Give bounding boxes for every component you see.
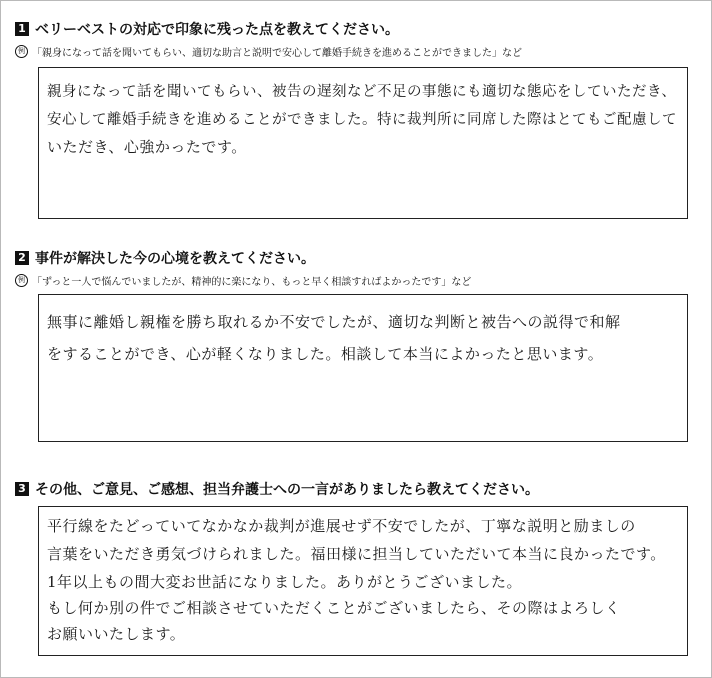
answer-2-line: 無事に離婚し親権を勝ち取れるか不安でしたが、適切な判断と被告への説得で和解 bbox=[47, 313, 621, 331]
answer-3-line: お願いいたします。 bbox=[47, 625, 186, 643]
answer-1-line: 安心して離婚手続きを進めることができました。特に裁判所に同席した際はとてもご配慮して bbox=[47, 112, 677, 128]
question-3-heading bbox=[15, 479, 539, 499]
question-number-badge: 1 bbox=[15, 22, 29, 36]
question-1-heading bbox=[15, 19, 399, 39]
question-2-example-text: 「ずっと一人で悩んでいましたが、精神的に楽になり、もっと早く相談すればよかったです」など bbox=[32, 277, 472, 288]
answer-box-3 bbox=[38, 506, 688, 656]
answer-box-2 bbox=[38, 294, 688, 442]
question-2-heading bbox=[15, 248, 315, 268]
question-number-badge: 2 bbox=[15, 251, 29, 265]
answer-1-line: いただき、心強かったです。 bbox=[47, 138, 247, 156]
answer-1-line: 親身になって話を聞いてもらい、被告の遅刻など不足の事態にも適切な態応をしていただき、 bbox=[47, 84, 677, 100]
question-3-title: その他、ご意見、ご感想、担当弁護士への一言がありましたら教えてください。 bbox=[35, 482, 539, 498]
example-mark: 例 bbox=[15, 45, 28, 58]
question-number-badge: 3 bbox=[15, 482, 29, 496]
question-1-example-text: 「親身になって話を聞いてもらい、適切な助言と説明で安心して離婚手続きを進めることができました」など bbox=[32, 48, 522, 59]
answer-box-1 bbox=[38, 67, 688, 219]
answer-3-line: 平行線をたどっていてなかなか裁判が進展せず不安でしたが、丁寧な説明と励ましの bbox=[47, 517, 636, 535]
question-1-title: ベリーベストの対応で印象に残った点を教えてください。 bbox=[35, 22, 399, 38]
question-1-example bbox=[15, 44, 522, 59]
answer-2-line: をすることができ、心が軽くなりました。相談して本当によかったと思います。 bbox=[47, 345, 604, 363]
answer-3-line: 1年以上もの間大変お世話になりました。ありがとうございました。 bbox=[47, 573, 523, 591]
question-2-example bbox=[15, 273, 471, 288]
example-mark: 例 bbox=[15, 274, 28, 287]
question-2-title: 事件が解決した今の心境を教えてください。 bbox=[35, 251, 315, 267]
answer-3-line: もし何か別の件でご相談させていただくことがございましたら、その際はよろしく bbox=[47, 599, 621, 617]
answer-3-line: 言葉をいただき勇気づけられました。福田様に担当していただいて本当に良かったです。 bbox=[47, 545, 666, 563]
